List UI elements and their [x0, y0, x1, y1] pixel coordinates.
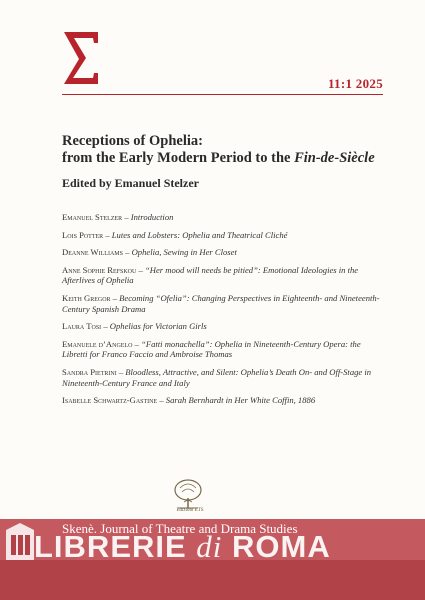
bookstore-watermark: [34, 529, 394, 565]
toc-entry: [62, 247, 382, 258]
issue-number: 11:1 2025: [327, 76, 383, 91]
toc-work-title: Introduction: [130, 212, 174, 222]
toc-entry: [62, 321, 382, 332]
toc-work-title: “Fatti monachella”: Ophelia in Nineteenth-Century Opera: the Libretti for Franco Faccio and Ambroise Thomas: [62, 338, 361, 360]
toc-separator: –: [157, 395, 166, 406]
publisher-name: Edizioni ETS: [176, 508, 204, 513]
toc-entry: [62, 230, 382, 241]
toc-separator: –: [101, 321, 110, 332]
toc-author: Deanne Williams: [62, 247, 123, 258]
journal-title: Skenè. Journal of Theatre and Drama Studies: [62, 521, 298, 536]
toc-work-title: Ophelia, Sewing in Her Closet: [131, 247, 237, 258]
watermark-di: di: [196, 529, 223, 564]
toc-separator: –: [122, 212, 131, 222]
toc-separator: –: [122, 247, 132, 258]
toc-entry: [62, 395, 382, 406]
editor-credit: Edited by Emanuel Stelzer: [62, 176, 199, 190]
watermark-part-2: ROMA: [222, 529, 331, 564]
bookstore-icon: [2, 520, 38, 562]
toc-work-title: “Her mood will needs be pitied”: Emotional Ideologies in the Afterlives of Ophelia: [62, 264, 359, 286]
toc-author: Laura Tosi: [62, 321, 102, 332]
header-rule: [62, 94, 383, 95]
table-of-contents: [62, 212, 382, 413]
toc-author: Sandra Pietrini: [62, 366, 117, 377]
toc-work-title: Bloodless, Attractive, and Silent: Ophelia’s Death On- and Off-Stage in Nineteenth-Century France and Italy: [62, 366, 372, 388]
toc-work-title: Lutes and Lobsters: Ophelia and Theatrical Cliché: [111, 229, 288, 240]
toc-entry: [62, 212, 382, 223]
toc-entry: [62, 339, 382, 360]
title-line-1: Receptions of Ophelia:: [62, 133, 203, 149]
toc-work-title: Ophelias for Victorian Girls: [109, 321, 207, 332]
toc-separator: –: [116, 366, 126, 377]
toc-separator: –: [103, 229, 112, 240]
journal-band-lower: [0, 560, 425, 600]
toc-work-title: Sarah Bernhardt in Her White Coffin, 1886: [165, 395, 316, 406]
toc-author: Lois Potter: [62, 229, 104, 240]
toc-author: Emanuel Stelzer: [62, 212, 123, 222]
toc-author: Emanuele d’Angelo: [62, 338, 133, 349]
sigma-logo-icon: [62, 30, 100, 86]
toc-author: Isabelle Schwartz-Gastine: [62, 395, 158, 406]
toc-separator: –: [132, 338, 142, 349]
toc-separator: –: [110, 292, 120, 303]
toc-entry: [62, 265, 382, 286]
title-line-2-italic: Fin-de-Siècle: [294, 150, 375, 166]
toc-separator: –: [136, 264, 145, 275]
toc-entry: [62, 293, 382, 314]
toc-work-title: Becoming “Ofelia”: Changing Perspectives in Eighteenth- and Nineteenth-Century Spanish Drama: [62, 292, 380, 314]
watermark-part-1: LIBRERIE: [34, 529, 197, 564]
title-line-2: [62, 150, 392, 167]
toc-author: Anne Sophie Refskou: [62, 264, 137, 275]
toc-entry: [62, 367, 382, 388]
title-line-2-prefix: from the Early Modern Period to the: [62, 150, 295, 166]
book-title: [62, 133, 392, 167]
toc-author: Keith Gregor: [62, 292, 111, 303]
